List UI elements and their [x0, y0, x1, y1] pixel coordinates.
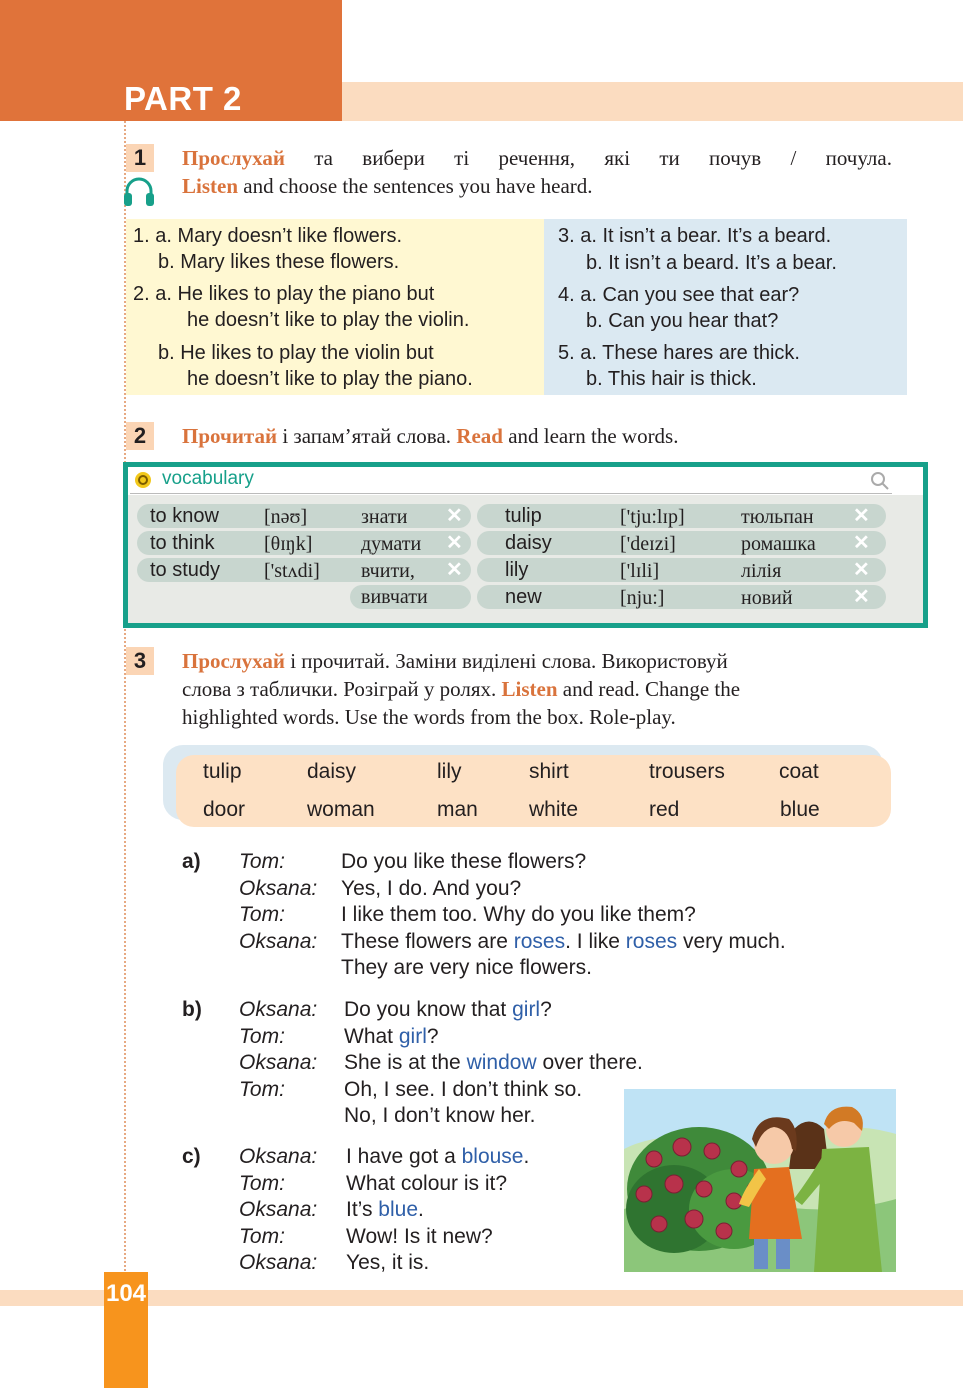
- vocab-uk: тюльпан: [741, 506, 814, 528]
- speaker: Oksana:: [239, 1251, 318, 1274]
- vocabulary-title: vocabulary: [162, 468, 254, 489]
- speaker: Tom:: [239, 1077, 285, 1101]
- box-word: woman: [307, 798, 375, 821]
- vocab-uk-cont: вивчати: [361, 586, 428, 608]
- dialogue-c-label: c): [182, 1145, 201, 1168]
- speaker: Oksana:: [239, 929, 318, 953]
- dialogue-line: I have got a blouse.: [346, 1145, 530, 1168]
- sentence-2b: b. He likes to play the violin but: [158, 342, 434, 364]
- remove-word-icon[interactable]: ✕: [446, 505, 463, 527]
- speaker: Oksana:: [239, 1145, 318, 1168]
- vocab-ipa: [nju:]: [620, 587, 665, 609]
- vocab-ipa: ['tju:lɪp]: [620, 506, 685, 528]
- dialogue-b-label: b): [182, 998, 202, 1021]
- box-word: coat: [779, 760, 819, 783]
- box-word: tulip: [203, 760, 242, 783]
- speaker: Oksana:: [239, 1051, 318, 1074]
- exercise-1-instruction-en: Listen and choose the sentences you have heard.: [182, 174, 593, 198]
- exercise-1-number: 1: [126, 144, 154, 172]
- dialogue-line: No, I don’t know her.: [344, 1104, 536, 1127]
- speaker: Oksana:: [239, 998, 318, 1021]
- exercise-2-instruction: Прочитай і запам’ятай слова. Read and learn the words.: [182, 424, 679, 448]
- page-number: 104: [105, 1280, 147, 1307]
- sentence-5b: b. This hair is thick.: [586, 368, 757, 390]
- remove-word-icon[interactable]: ✕: [446, 532, 463, 554]
- dialogue-line: These flowers are roses. I like roses very much.: [341, 929, 786, 953]
- vocab-en: new: [505, 586, 542, 608]
- remove-word-icon[interactable]: ✕: [853, 505, 870, 527]
- sentence-3a: 3. a. It isn’t a bear. It’s a beard.: [558, 225, 832, 247]
- exercise-3-instruction-line3: highlighted words. Use the words from the box. Role-play.: [182, 705, 676, 729]
- sentence-4b: b. Can you hear that?: [586, 310, 779, 332]
- box-word: daisy: [307, 760, 357, 783]
- dialogue-line: It’s blue.: [346, 1198, 424, 1221]
- speaker: Tom:: [239, 903, 285, 926]
- headphones-icon: [122, 176, 156, 208]
- box-word: red: [649, 798, 680, 821]
- dialogue-line: She is at the window over there.: [344, 1051, 643, 1074]
- vocab-uk: новий: [741, 587, 793, 609]
- sentence-2a-cont: he doesn’t like to play the violin.: [187, 309, 470, 331]
- dialogue-line: What colour is it?: [346, 1171, 508, 1195]
- box-word: door: [203, 798, 246, 821]
- speaker: Tom:: [239, 1224, 285, 1248]
- vocab-uk: знати: [361, 506, 408, 528]
- vocab-en: to know: [150, 505, 219, 527]
- speaker: Tom:: [239, 1171, 285, 1195]
- exercise-1-instruction-uk: Прослухай та вибери ті речення, які ти почув / почула.: [182, 146, 892, 170]
- dialogue-a-label: a): [182, 850, 201, 873]
- search-icon[interactable]: [870, 471, 890, 491]
- dialogue-line: Yes, I do. And you?: [341, 876, 522, 900]
- speaker: Tom:: [239, 1024, 285, 1048]
- sentence-1a: 1. a. Mary doesn’t like flowers.: [133, 225, 402, 247]
- vocab-uk: ромашка: [741, 533, 816, 555]
- vocab-ipa: ['stʌdi]: [264, 560, 320, 582]
- vocab-ipa: ['deɪzi]: [620, 533, 676, 555]
- speaker: Oksana:: [239, 876, 318, 900]
- vocab-en: tulip: [505, 505, 542, 527]
- vocab-uk: думати: [361, 533, 422, 555]
- sentence-4a: 4. a. Can you see that ear?: [558, 284, 800, 306]
- box-word: lily: [437, 760, 462, 783]
- remove-word-icon[interactable]: ✕: [446, 559, 463, 581]
- sentence-3b: b. It isn’t a beard. It’s a bear.: [586, 252, 837, 274]
- exercise-3-number: 3: [126, 647, 154, 675]
- vocab-ipa: [θɪŋk]: [264, 533, 313, 555]
- sentence-2b-cont: he doesn’t like to play the piano.: [187, 368, 473, 390]
- vocab-en: daisy: [505, 532, 552, 554]
- box-word: white: [529, 798, 579, 821]
- part-title: PART 2: [124, 80, 242, 117]
- dialogue-line: Do you like these flowers?: [341, 850, 587, 873]
- vocabulary-logo-icon: [134, 471, 152, 489]
- exercise-3-instruction-line1: Прослухай і прочитай. Заміни виділені слова. Використовуй: [182, 649, 728, 673]
- dialogue-line: What girl?: [344, 1024, 439, 1048]
- header-strip: [342, 82, 963, 121]
- dialogue-line: Wow! Is it new?: [346, 1224, 493, 1248]
- dialogue-line: I like them too. Why do you like them?: [341, 903, 696, 926]
- vocab-uk: вчити,: [361, 560, 415, 582]
- exercise-2-number: 2: [126, 422, 154, 450]
- exercise-3-instruction-line2: слова з таблички. Розіграй у ролях. Listen and read. Change the: [182, 677, 741, 701]
- vocab-en: to study: [150, 559, 221, 581]
- box-word: trousers: [649, 760, 725, 783]
- remove-word-icon[interactable]: ✕: [853, 532, 870, 554]
- vocab-uk: лілія: [741, 560, 782, 582]
- remove-word-icon[interactable]: ✕: [853, 586, 870, 608]
- dialogue-line: Oh, I see. I don’t think so.: [344, 1077, 583, 1101]
- box-word: blue: [780, 798, 820, 821]
- dialogue-line: They are very nice flowers.: [341, 956, 592, 979]
- box-word: shirt: [529, 760, 569, 783]
- vocab-pill-lily: [477, 558, 886, 582]
- children-roses-illustration: [624, 1089, 896, 1272]
- speaker: Oksana:: [239, 1198, 318, 1221]
- vocab-ipa: ['lɪli]: [620, 560, 660, 582]
- vocab-ipa: [nəʊ]: [264, 506, 308, 528]
- box-word: man: [437, 798, 478, 821]
- sentence-1b: b. Mary likes these flowers.: [158, 251, 400, 273]
- speaker: Tom:: [239, 850, 285, 873]
- remove-word-icon[interactable]: ✕: [853, 559, 870, 581]
- sentence-2a: 2. a. He likes to play the piano but: [133, 283, 435, 305]
- dialogue-line: Yes, it is.: [346, 1251, 430, 1274]
- sentence-5a: 5. a. These hares are thick.: [558, 342, 800, 364]
- vocab-en: lily: [505, 559, 529, 581]
- vocab-en: to think: [150, 532, 215, 554]
- dialogue-line: Do you know that girl?: [344, 998, 552, 1021]
